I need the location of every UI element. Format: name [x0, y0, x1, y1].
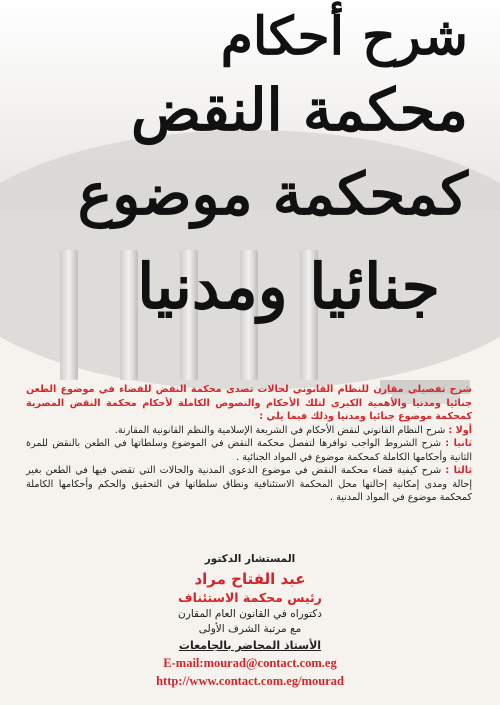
item-text: شرح النظام القانوني لنقض الأحكام في الشريعة الإسلامية والنظم القانونية المقارنة.: [114, 424, 446, 436]
description-block: [26, 383, 472, 505]
author-role: رئيس محكمة الاستئناف: [178, 590, 322, 605]
author-title: المستشار الدكتور: [204, 553, 296, 565]
author-name: عبد الفتاح مراد: [194, 570, 306, 588]
item-label: ثالثا :: [445, 465, 472, 476]
website-link[interactable]: http://www.contact.com.eg/mourad: [156, 674, 344, 688]
intro-text: شرح تفصيلي مقارن للنظام القانوني لحالات تصدى محكمة النقض للقضاء في موضوع الطعن جنائيا ومدنيا والأهمية الكبرى لتلك الأحكام والنصوص الكاملة لأحكام محكمة النقض المصرية كمحكمة موضوع جنائيا ومدنيا وذلك فيما يلي :: [26, 384, 472, 422]
author-credential: دكتوراه في القانون العام المقارن: [178, 608, 322, 620]
pillar-decoration: [60, 250, 78, 380]
title-line-4: جنائيا ومدنيا: [137, 250, 440, 323]
list-item: [26, 437, 472, 464]
author-credential: مع مرتبة الشرف الأولى: [198, 623, 302, 635]
list-item: [26, 464, 472, 505]
author-credential: الأستاذ المحاضر بالجامعات: [178, 639, 322, 652]
item-text: شرح كيفية قضاء محكمة النقض في موضوع الدعوى المدنية والحالات التي تقضي فيها في الطعن بغير إحالة ومدى إمكانية إحالتها محل المحكمة الاستئنافية ونطاق سلطاتها في التحقيق والحكم وأحكامها الكاملة كمحكمة موضوع في المواد المدنية .: [26, 465, 472, 503]
email-link[interactable]: E-mail:mourad@contact.com.eg: [163, 656, 337, 670]
pillar-decoration: [120, 250, 138, 380]
item-text: شرح الشروط الواجب توافرها لتفصل محكمة النقض في الموضوع وسلطاتها في الطعن بالنقض للمرة الثانية وأحكامها الكاملة كمحكمة موضوع في المواد الجنائية .: [26, 438, 472, 463]
title-line-1: شرح أحكام: [220, 6, 468, 67]
item-label: أولا :: [448, 424, 472, 436]
title-line-3: كمحكمة موضوع: [77, 160, 468, 228]
title-line-2: محكمة النقض: [130, 76, 468, 144]
item-label: ثانيا :: [445, 438, 472, 449]
list-item: [26, 424, 472, 438]
